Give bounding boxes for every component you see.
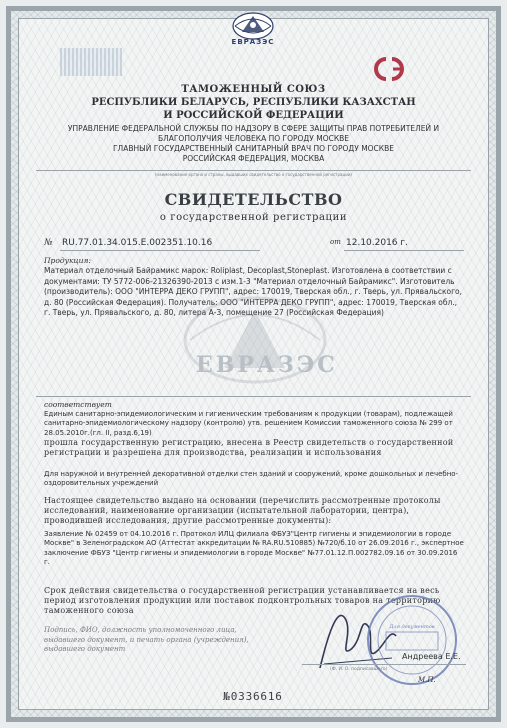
compliance-text: Единым санитарно-эпидемиологическим и гигиеническим требованиям к продукции (товарам), подлежащей санитарно-эпидемиологическому надзору (контролю) утв. решением Комиссии таможенного союза № 299 от 28.05.2010г.(гл. II, разд.6,19) (44, 410, 453, 437)
agency-line2: БЛАГОПОЛУЧИЯ ЧЕЛОВЕКА ПО ГОРОДУ МОСКВЕ (157, 134, 350, 143)
agency-line3: ГЛАВНЫЙ ГОСУДАРСТВЕННЫЙ САНИТАРНЫЙ ВРАЧ ПО ГОРОДУ МОСКВЕ (112, 144, 395, 153)
certificate-subtitle: о государственной регистрации (159, 212, 348, 223)
registration-date: 12.10.2016 г. (346, 238, 408, 248)
agency-caption: (наименование органа и страны, выдавших свидетельство о государственной регистрации) (155, 172, 352, 177)
signatory-caption: (Ф. И. О. подписавшего) (330, 667, 388, 672)
mp-label: М.П. (418, 676, 436, 684)
date-label: от (330, 238, 341, 246)
basis-text: Заявление № 02459 от 04.10.2016 г. Протокол ИЛЦ филиала ФБУЗ"Центр гигиены и эпидемиологии в городе Москве" в Зеленоградском АО (Аттестат аккредитации № RA.RU.510885) №720/б.10 от 26.09.2016 г., экспертное заключение ФБУЗ "Центр гигиены и эпидемиологии в городе Москве" №77.01.12.П.002782.09.16 от 30.09.2016 г. (44, 530, 464, 567)
union-title-line3: И РОССИЙСКОЙ ФЕДЕРАЦИИ (163, 110, 344, 121)
agency-underline (36, 170, 471, 171)
product-description: Материал отделочный Байрамикс марок: Roliplast, Decoplast,Stoneplast. Изготовлена в соответствии с документами: ТУ 5772-006-21326390-2013 с изм.1-3 "Материал отделочный Байрамикс". Изготовитель (производитель): ООО "ИНТЕРРА ДЕКО ГРУПП", адрес: 170019, Тверская обл., г. Тверь, ул. Прявальского, д. 80 (Российская Федерация). Получатель: ООО "ИНТЕРРА ДЕКО ГРУПП", адрес: 170019, Тверская обл., г. Тверь, ул. Прявальского, д. 80, литера А-3, помещение 27 (Российская Федерация) (44, 266, 463, 318)
number-underline (60, 250, 260, 251)
date-underline (344, 250, 464, 251)
security-pattern (60, 48, 122, 76)
certificate-title: СВИДЕТЕЛЬСТВО (164, 190, 343, 209)
product-underline (36, 396, 471, 397)
stamp-text: Для документов (389, 624, 435, 630)
union-title-line2: РЕСПУБЛИКИ БЕЛАРУСЬ, РЕСПУБЛИКИ КАЗАХСТАН (91, 97, 416, 108)
registration-passed-text: прошла государственную регистрацию, внесена в Реестр свидетельств о государственной регистрации и разрешена для производства, реализации и использования (44, 438, 454, 457)
eaes-watermark-icon (170, 290, 340, 400)
signatory-name: Андреева Е.Е. (402, 652, 461, 661)
usage-text: Для наружной и внутренней декоративной отделки стен зданий и сооружений, кроме дошкольных и лечебно-оздоровительных учреждений (44, 470, 459, 488)
number-label: № (44, 238, 53, 248)
union-title-line1: ТАМОЖЕННЫЙ СОЮЗ (181, 84, 326, 95)
serial-number: №0336616 (223, 690, 283, 703)
validity-text: Срок действия свидетельства о государственной регистрации устанавливается на весь период изготовления продукции или поставок подконтрольных товаров на территорию таможенного союза (44, 586, 441, 615)
agency-line4: РОССИЙСКАЯ ФЕДЕРАЦИЯ, МОСКВА (182, 154, 325, 163)
registration-number: RU.77.01.34.015.Е.002351.10.16 (62, 238, 213, 248)
conformity-mark-icon (366, 56, 412, 82)
signature-underline (302, 664, 466, 665)
product-label: Продукция: (44, 256, 91, 265)
compliance-label: соответствует (44, 400, 112, 409)
official-stamp-icon (356, 592, 468, 688)
watermark-text: ЕВРАЗЭС (196, 352, 338, 378)
basis-intro: Настоящее свидетельство выдано на основании (перечислить рассмотренные протоколы исследований, наименование организации (испытательной лаборатории, центра), проводившей исследования, другие рассмотренные документы): (44, 496, 441, 525)
agency-line1: УПРАВЛЕНИЕ ФЕДЕРАЛЬНОЙ СЛУЖБЫ ПО НАДЗОРУ В СФЕРЕ ЗАЩИТЫ ПРАВ ПОТРЕБИТЕЛЕЙ И (67, 124, 440, 133)
logo-text: ЕВРАЗЭС (231, 38, 275, 46)
signature-caption: Подпись, ФИО, должность уполномоченного лица, выдавшего документ, и печать органа (учреждения), выдавшего документ (44, 626, 249, 653)
